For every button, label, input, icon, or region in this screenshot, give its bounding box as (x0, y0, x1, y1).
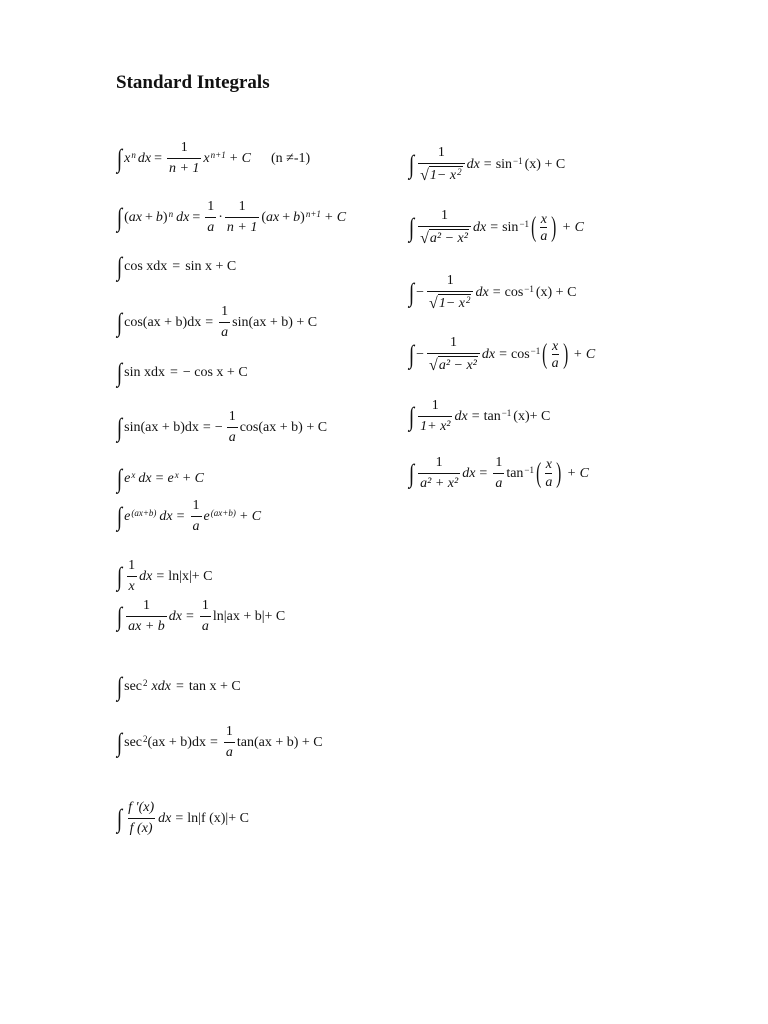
formula-reciprocal: ∫ $\frac{1}{x}$ dx = ln|x|+ C (116, 558, 213, 595)
formula-arcsin-scaled: ∫ 1 √ a² − x² dx = sin $^{-1}$ ( x a ) + C (408, 208, 584, 248)
page-title: Standard Integrals (116, 72, 270, 93)
formula-arccos-scaled: ∫ − 1 √ a² − x² dx = cos $^{-1}$ ( x a ) + C (408, 335, 596, 375)
formula-arccos: ∫ − 1 √ $1- x^2$ dx = cos $^{-1}$ (x) + C (408, 273, 577, 313)
formula-cos-linear: ∫ cos(ax + b)dx = $\frac{1}{a}$ sin(ax + b) + C (116, 304, 318, 341)
formula-sin: ∫ sin xdx = − cos x + C (116, 358, 248, 387)
formula-exp: ∫ e $^x$ dx = e $^x$ + C (116, 464, 204, 493)
formula-log-derivative: ∫ $\frac{f '(x)}{f (x)}$ dx = ln|f (x)|+ C (116, 800, 249, 837)
formula-linear-power-rule: ∫ ( a x + b ) $^n$ dx = $\frac{1}{a}$ · $\frac{1}{n + 1}$ ( a x + b ) $^{n+1}$ + C (116, 199, 347, 236)
formula-exp-linear: ∫ e $^{(ax+b)}$ dx = $\frac{1}{a}$ e $^{(ax+b)}$ + C (116, 498, 262, 535)
formula-sec-squared-linear: ∫ sec $^2$ (ax + b)dx = $\frac{1}{a}$ tan(ax + b) + C (116, 724, 323, 761)
formula-power-rule: ∫ x $^n$ dx = $\frac{1}{n + 1}$ x $^{n+1}$ + C (n ≠-1) (116, 140, 311, 177)
formula-arcsin: ∫ 1 √ $1- x^2$ dx = sin $^{-1}$ (x) + C (408, 145, 566, 185)
formula-arctan: ∫ $\frac{1}{\text{1+ x²}}$ dx = tan $^{-1}$ (x)+ C (408, 398, 551, 435)
formula-reciprocal-linear: ∫ $\frac{1}{ax + b}$ dx = $\frac{1}{a}$ ln|ax + b|+ C (116, 598, 286, 635)
formula-arctan-scaled: ∫ $\frac{1}{\text{a² + x²}}$ dx = $\frac{1}{a}$ tan $^{-1}$ ( x a ) + C (408, 455, 589, 492)
formula-sec-squared: ∫ sec $^2$ xdx = tan x + C (116, 672, 241, 701)
formula-cos: ∫ cos xdx = sin x + C (116, 252, 237, 281)
formula-sin-linear: ∫ sin(ax + b)dx = − $\frac{1}{a}$ cos(ax + b) + C (116, 409, 328, 446)
